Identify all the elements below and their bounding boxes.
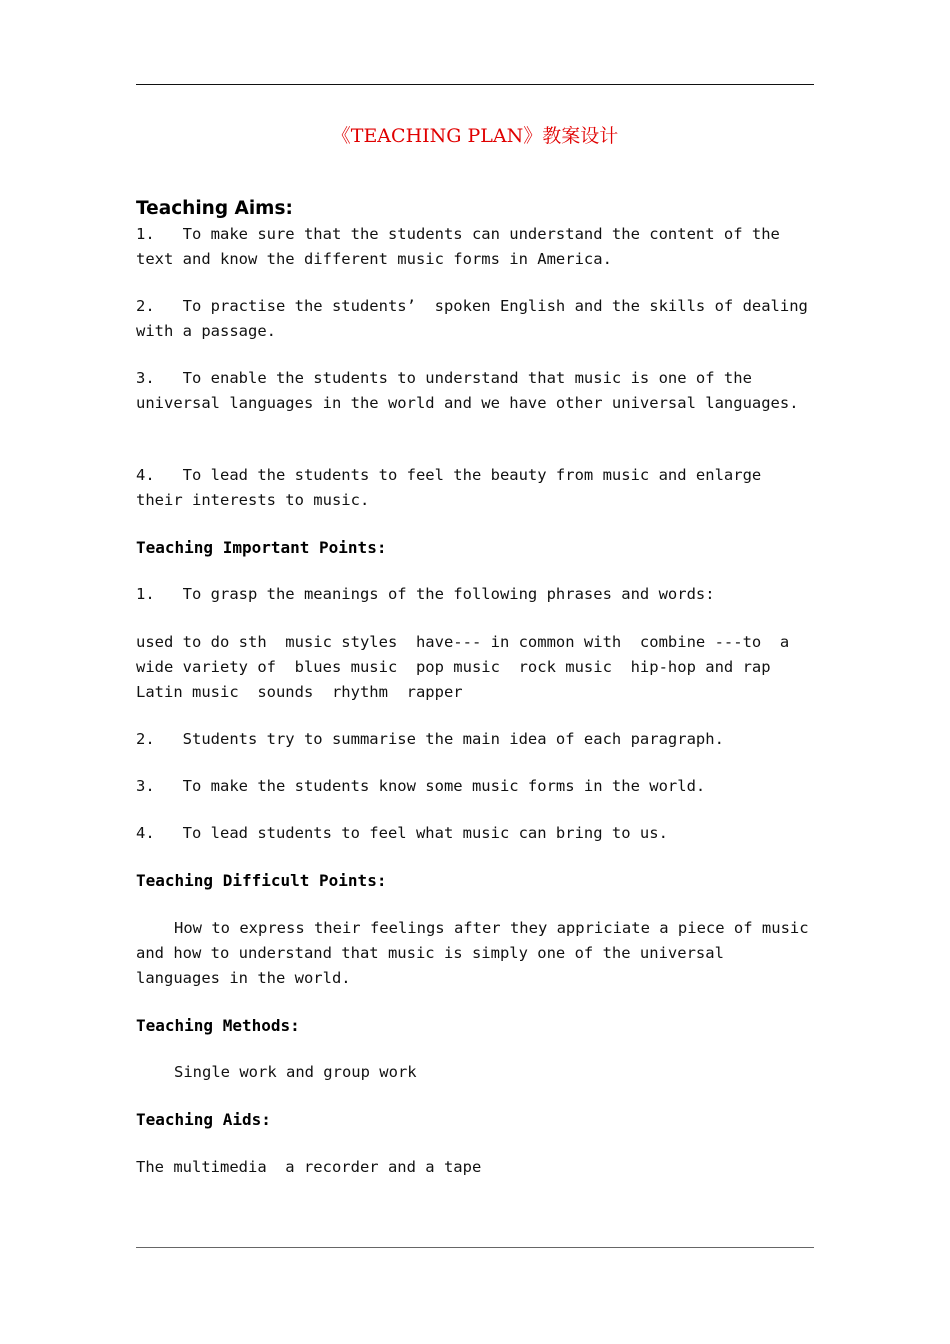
methods-heading: Teaching Methods: xyxy=(136,1016,300,1035)
important-point-1: 1. To grasp the meanings of the following phrases and words: xyxy=(136,585,715,603)
aids-heading: Teaching Aids: xyxy=(136,1110,271,1129)
aim-item-3: 3. To enable the students to understand that music is one of the universal languages in the world and we have other universal languages. xyxy=(136,369,799,412)
difficult-points-heading: Teaching Difficult Points: xyxy=(136,871,387,890)
header-rule xyxy=(136,84,814,85)
important-point-2: 2. Students try to summarise the main idea of each paragraph. xyxy=(136,730,724,748)
aim-item-2: 2. To practise the students’ spoken English and the skills of dealing with a passage. xyxy=(136,297,818,340)
aids-text: The multimedia a recorder and a tape xyxy=(136,1158,482,1176)
important-point-4: 4. To lead students to feel what music can bring to us. xyxy=(136,824,668,842)
aim-item-1: 1. To make sure that the students can understand the content of the text and know the different music forms in America. xyxy=(136,225,790,268)
methods-text: Single work and group work xyxy=(174,1063,417,1081)
footer-rule xyxy=(136,1247,814,1248)
teaching-aims-heading: Teaching Aims: xyxy=(136,198,293,219)
important-point-3: 3. To make the students know some music forms in the world. xyxy=(136,777,706,795)
aim-item-4: 4. To lead the students to feel the beauty from music and enlarge their interests to music. xyxy=(136,466,771,509)
important-points-heading: Teaching Important Points: xyxy=(136,538,387,557)
document-title: 《TEACHING PLAN》教案设计 xyxy=(331,125,619,147)
difficult-points-text: How to express their feelings after they appriciate a piece of music and how to understand that music is simply one of the universal languages in the world. xyxy=(136,919,818,987)
phrase-list: used to do sth music styles have--- in common with combine ---to a wide variety of blues music pop music rock music hip-hop and rap Latin music sounds rhythm rapper xyxy=(136,633,799,701)
